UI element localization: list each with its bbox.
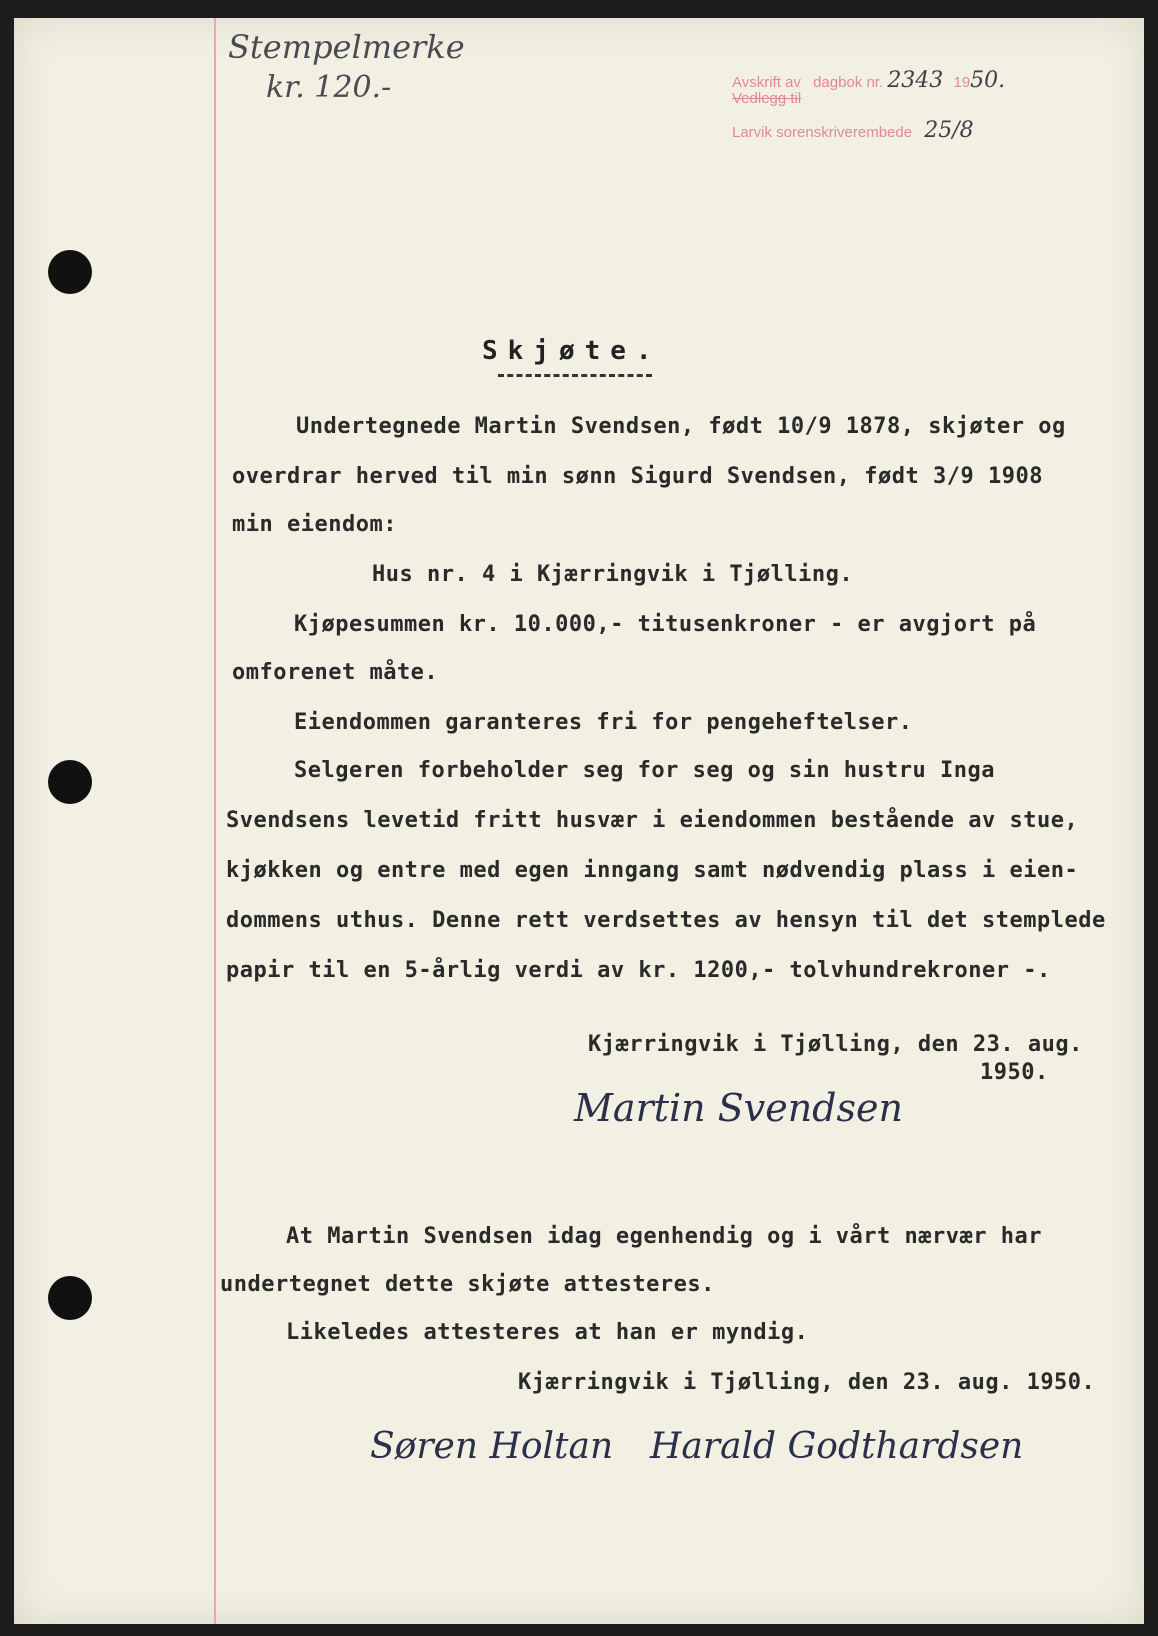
- punch-hole: [48, 760, 92, 804]
- body-line: Kjøpesummen kr. 10.000,- titusenkroner - er avgjort på: [294, 612, 1037, 637]
- stamp-year-prefix: 19: [953, 74, 971, 91]
- body-line: kjøkken og entre med egen inngang samt nødvendig plass i eien-: [226, 858, 1079, 883]
- body-line: Svendsens levetid fritt husvær i eiendommen bestående av stue,: [226, 808, 1079, 833]
- stamp-dagbok: dagbok nr.: [813, 74, 884, 91]
- attest-line: undertegnet dette skjøte attesteres.: [220, 1272, 715, 1297]
- stamp-date: 25/8: [924, 118, 974, 143]
- witness-signature-1: Søren Holtan: [370, 1426, 614, 1467]
- place-date-2: Kjærringvik i Tjølling, den 23. aug. 1950.: [518, 1370, 1096, 1395]
- stamp-office: Larvik sorenskriverembede: [732, 124, 913, 141]
- body-line: omforenet måte.: [232, 660, 439, 685]
- body-line: Hus nr. 4 i Kjærringvik i Tjølling.: [372, 562, 854, 587]
- body-line: Selgeren forbeholder seg for seg og sin hustru Inga: [294, 758, 996, 783]
- body-line: Undertegnede Martin Svendsen, født 10/9 1878, skjøter og: [296, 414, 1066, 439]
- title-underline: [498, 374, 652, 377]
- witness-signature-2: Harald Godthardsen: [650, 1426, 1024, 1467]
- stamp-line2: Vedlegg til: [732, 90, 802, 107]
- stamp-line3: [732, 118, 974, 143]
- place-date-line2: 1950.: [980, 1060, 1049, 1085]
- punch-hole: [48, 1276, 92, 1320]
- place-date-line1: Kjærringvik i Tjølling, den 23. aug.: [588, 1032, 1083, 1057]
- body-line: overdrar herved til min sønn Sigurd Svendsen, født 3/9 1908: [232, 464, 1043, 489]
- body-line: min eiendom:: [232, 512, 397, 537]
- margin-rule: [214, 18, 216, 1624]
- body-line: papir til en 5-årlig verdi av kr. 1200,- tolvhundrekroner -.: [226, 958, 1051, 983]
- attest-line: At Martin Svendsen idag egenhendig og i vårt nærvær har: [286, 1224, 1042, 1249]
- margin-note-line2: kr. 120.-: [266, 70, 392, 105]
- stamp-avskrift: Avskrift av: [732, 74, 801, 91]
- margin-note-line1: Stempelmerke: [228, 28, 465, 66]
- stamp-year: 50.: [970, 68, 1006, 93]
- body-line: Eiendommen garanteres fri for pengeheftelser.: [294, 710, 913, 735]
- attest-line: Likeledes attesteres at han er myndig.: [286, 1320, 809, 1345]
- stamp-number: 2343: [887, 68, 944, 93]
- body-line: dommens uthus. Denne rett verdsettes av hensyn til det stemplede: [226, 908, 1106, 933]
- seller-signature: Martin Svendsen: [574, 1086, 903, 1130]
- document-title: Skjøte.: [482, 336, 662, 366]
- document-page: [14, 18, 1144, 1624]
- punch-hole: [48, 250, 92, 294]
